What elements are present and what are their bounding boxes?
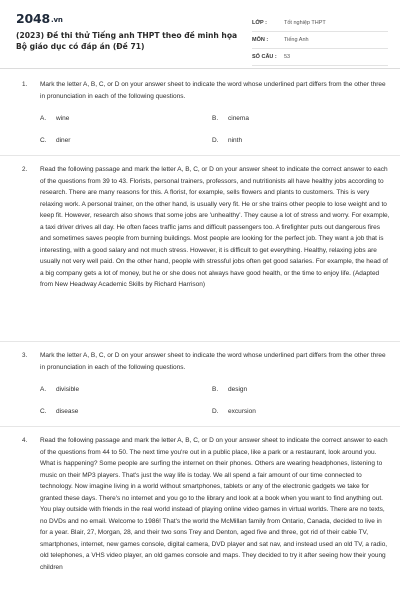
option-c[interactable] [40, 137, 70, 144]
option-d[interactable] [212, 137, 242, 144]
meta-row-count [252, 49, 388, 66]
option-letter: C. [40, 137, 47, 144]
option-text: ninth [228, 137, 243, 144]
logo-suffix: .vn [51, 16, 63, 24]
question-number: 3. [22, 352, 28, 359]
option-letter: A. [40, 115, 47, 122]
question-divider [0, 426, 400, 427]
option-letter: D. [212, 137, 219, 144]
option-letter: A. [40, 386, 47, 393]
option-b[interactable] [212, 386, 247, 393]
question-divider [0, 155, 400, 156]
option-b[interactable] [212, 115, 249, 122]
question-divider [0, 341, 400, 342]
option-text: diner [56, 137, 71, 144]
question-number: 2. [22, 166, 28, 173]
page-title: (2023) Đề thi thử Tiếng anh THPT theo đề minh họa Bộ giáo dục có đáp án (Đề 71) [16, 31, 238, 51]
meta-value: 53 [284, 54, 291, 60]
option-a[interactable] [40, 386, 79, 393]
option-text: cinema [228, 115, 249, 122]
meta-key: LỚP : [252, 20, 267, 26]
meta-row-subject [252, 32, 388, 49]
question-number: 1. [22, 81, 28, 88]
question-text: Read the following passage and mark the letter A, B, C, or D on your answer sheet to indicate the correct answer to each of the questions from 44 to 50. The next time you're out in a public place, like a park or a restaurant, look around you. What is happening? Some people are surfing the internet on their phones. Others are wearing headphones, listening to music on their MP3 players. That's just the way life is today. We all spend a fair amount of our time connected to technology. Now imagine living in a world without smartphones, tablets or any of the electronic gadgets we take for granted these days. There's no internet and you go to the library and look at a book when you want to find anything out. You play outside with friends in the real world instead of playing online video games in virtual worlds. There are no texts, no DVDs and no email. Welcome to 1986! That's the world the McMillan family from Ontario, Canada, decided to live in for a year. Blair, 27, Morgan, 28, and their two sons Trey and Denton, aged five and three, got rid of their cable TV, smartphones, internet, new games console, digital camera, DVD player and sat nav, and instead used an old TV, a radio, old telephones, a VHS video player, an old games console and maps. They decided to try it after seeing how their young children [40, 437, 388, 571]
option-text: disease [56, 408, 79, 415]
option-c[interactable] [40, 408, 78, 415]
question-text: Mark the letter A, B, C, or D on your answer sheet to indicate the word whose underlined part differs from the other three in pronunciation in each of the following questions. [40, 352, 386, 371]
option-d[interactable] [212, 408, 256, 415]
option-a[interactable] [40, 115, 69, 122]
option-letter: C. [40, 408, 47, 415]
question-text: Mark the letter A, B, C, or D on your answer sheet to indicate the word whose underlined part differs from the other three in pronunciation in each of the following questions. [40, 81, 386, 100]
option-text: excursion [228, 408, 256, 415]
question-number: 4. [22, 437, 28, 444]
option-text: design [228, 386, 248, 393]
site-logo[interactable] [16, 11, 63, 26]
meta-value: Tốt nghiệp THPT [284, 20, 326, 26]
option-text: divisible [56, 386, 80, 393]
meta-value: Tiếng Anh [284, 37, 309, 43]
option-text: wine [56, 115, 70, 122]
header [0, 0, 400, 68]
option-letter: B. [212, 386, 219, 393]
option-letter: D. [212, 408, 219, 415]
meta-key: SỐ CÂU : [252, 54, 277, 60]
question-text: Read the following passage and mark the letter A, B, C, or D on your answer sheet to indicate the correct answer to each of the questions from 39 to 43. Florists, personal trainers, professors, and nutritionists all have healthy jobs according to research. There are many reasons for this. A florist, for example, sells flowers and plants to customers. This is very relaxing work. A personal trainer, on the other hand, is usually very fit. He or she trains other people to lose weight and to keep fit. However, research also shows that some jobs are 'unhealthy'. They cause a lot of stress and worry. For example, a taxi driver drives all day. He often faces traffic jams and difficult passengers too. A firefighter puts out dangerous fires and sometimes saves people from burning buildings. Most people are looking for the perfect job. They want a job that is interesting, with a good salary and not much stress. However, it is difficult to get everything. Healthy, relaxing jobs are usually not very well paid. On the other hand, people with stressful jobs often get good salaries. For example, the head of a big company gets a lot of money, but he or she does not always have good health, or the time to enjoy life. (Adapted from New Headway Academic Skills by Richard Harrison) [40, 166, 390, 288]
meta-key: MÔN : [252, 37, 269, 43]
option-letter: B. [212, 115, 219, 122]
logo-text: 2048 [16, 11, 50, 26]
meta-row-grade [252, 15, 388, 32]
header-divider [0, 68, 400, 69]
exam-meta [252, 15, 388, 66]
